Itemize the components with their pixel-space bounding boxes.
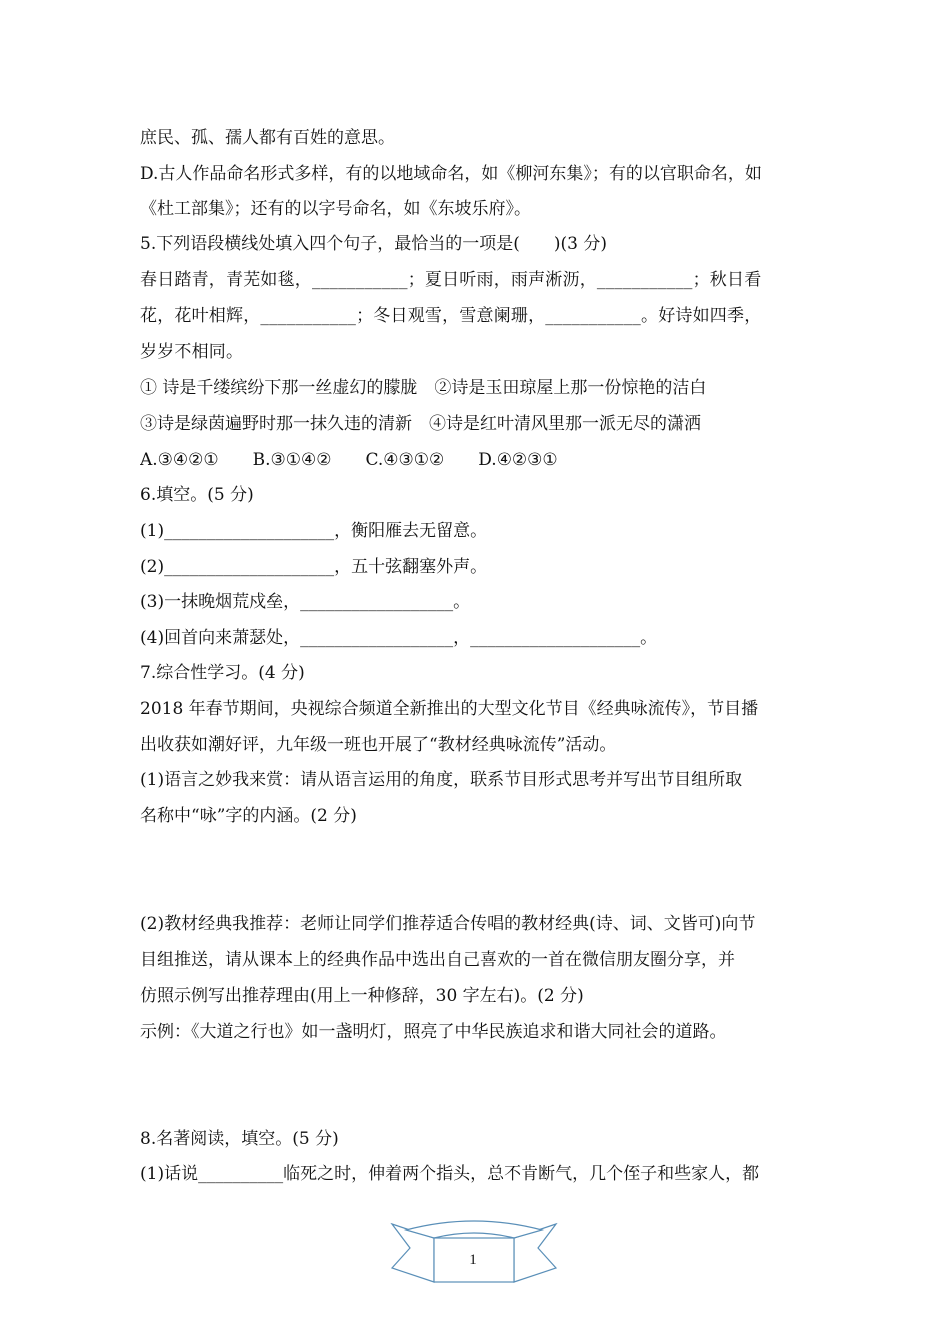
text-line: 《杜工部集》；还有的以字号命名，如《东坡乐府》。 <box>140 199 531 219</box>
text-line: (1)语言之妙我来赏：请从语言运用的角度，联系节目形式思考并写出节目组所取 <box>140 770 743 790</box>
option-line: ③诗是绿茵遍野时那一抹久违的清新 ④诗是红叶清风里那一派无尽的潇洒 <box>140 414 701 434</box>
text-line: 岁岁不相同。 <box>140 342 244 362</box>
option-line: ① 诗是千缕缤纷下那一丝虚幻的朦胧 ②诗是玉田琼屋上那一份惊艳的洁白 <box>140 378 707 398</box>
fill-blank-line: (3)一抹晚烟荒戍垒，__________________。 <box>140 592 471 612</box>
text-line: 庶民、孤、孺人都有百姓的意思。 <box>140 128 395 148</box>
question-5-heading: 5.下列语段横线处填入四个句子，最恰当的一项是( )(3 分) <box>140 234 607 254</box>
text-line: 名称中“咏”字的内涵。(2 分) <box>140 806 357 826</box>
example-line: 示例：《大道之行也》如一盏明灯，照亮了中华民族追求和谐大同社会的道路。 <box>140 1022 727 1042</box>
page-number: 1 <box>469 1252 477 1268</box>
text-line: 出收获如潮好评，九年级一班也开展了“教材经典咏流传”活动。 <box>140 735 617 755</box>
text-line: 仿照示例写出推荐理由(用上一种修辞，30 字左右)。(2 分) <box>140 986 584 1006</box>
question-6-heading: 6.填空。(5 分) <box>140 485 254 505</box>
text-line: 目组推送，请从课本上的经典作品中选出自己喜欢的一首在微信朋友圈分享，并 <box>140 950 735 970</box>
fill-blank-line: (2)____________________，五十弦翻塞外声。 <box>140 557 488 577</box>
text-line: 春日踏青，青芜如毯，___________；夏日听雨，雨声淅沥，___________；秋日看 <box>140 270 762 290</box>
text-line: (2)教材经典我推荐：老师让同学们推荐适合传唱的教材经典(诗、词、文皆可)向节 <box>140 914 756 934</box>
text-line: 花，花叶相辉，___________；冬日观雪，雪意阑珊，___________。好诗如四季， <box>140 306 762 326</box>
question-7-heading: 7.综合性学习。(4 分) <box>140 663 305 683</box>
text-line: D.古人作品命名形式多样，有的以地域命名，如《柳河东集》；有的以官职命名，如 <box>140 164 762 184</box>
answer-choices: A.③④②① B.③①④② C.④③①② D.④②③① <box>140 450 558 470</box>
text-line: (1)话说__________临死之时，伸着两个指头，总不肯断气，几个侄子和些家人，都 <box>140 1164 760 1184</box>
fill-blank-line: (1)____________________，衡阳雁去无留意。 <box>140 521 488 541</box>
question-8-heading: 8.名著阅读，填空。(5 分) <box>140 1129 339 1149</box>
text-line: 2018 年春节期间，央视综合频道全新推出的大型文化节目《经典咏流传》，节目播 <box>140 699 759 719</box>
fill-blank-line: (4)回首向来萧瑟处，__________________，____________________。 <box>140 628 658 648</box>
